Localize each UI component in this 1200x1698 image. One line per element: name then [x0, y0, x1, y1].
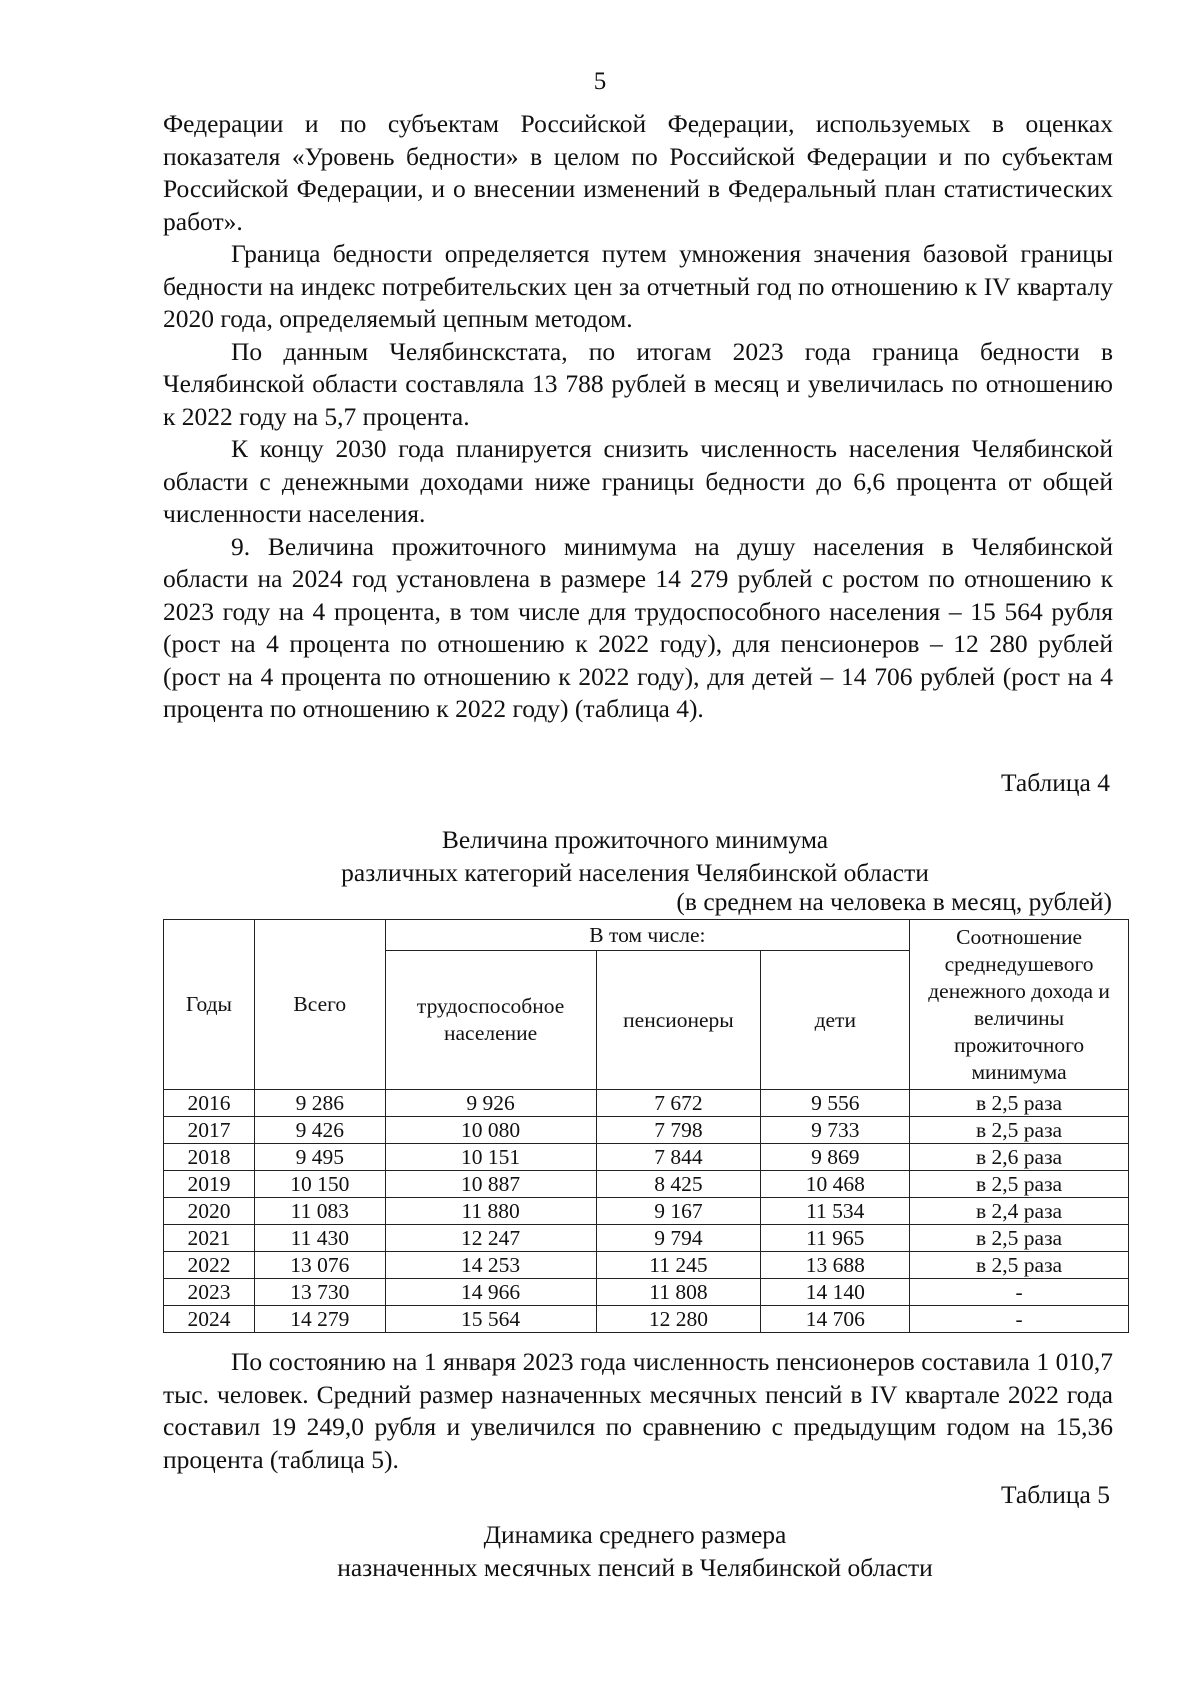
table-5-label: Таблица 5: [1000, 1480, 1110, 1509]
cell-pensioners: 12 280: [596, 1306, 761, 1333]
table-row: [164, 1252, 1129, 1279]
cell-pensioners: 11 245: [596, 1252, 761, 1279]
cell-children: 13 688: [761, 1252, 910, 1279]
header-including: В том числе:: [385, 920, 909, 951]
header-total: Всего: [254, 920, 385, 1090]
cell-total: 13 730: [254, 1279, 385, 1306]
cell-pensioners: 9 794: [596, 1225, 761, 1252]
cell-pensioners: 7 844: [596, 1144, 761, 1171]
cell-year: 2019: [164, 1171, 255, 1198]
cell-children: 10 468: [761, 1171, 910, 1198]
cell-ratio: -: [910, 1306, 1129, 1333]
cell-year: 2024: [164, 1306, 255, 1333]
table-row: [164, 1279, 1129, 1306]
cell-ratio: в 2,5 раза: [910, 1117, 1129, 1144]
table-row: [164, 1144, 1129, 1171]
table-5-title-line-2: назначенных месячных пенсий в Челябинской области: [337, 1553, 933, 1582]
cell-total: 9 495: [254, 1144, 385, 1171]
cell-total: 13 076: [254, 1252, 385, 1279]
cell-children: 11 534: [761, 1198, 910, 1225]
table-4-title-line-1: Величина прожиточного минимума: [441, 825, 829, 854]
header-years: Годы: [164, 920, 255, 1090]
cell-ratio: в 2,5 раза: [910, 1252, 1129, 1279]
cell-children: 9 556: [761, 1090, 910, 1117]
header-children: дети: [761, 951, 910, 1090]
cell-pensioners: 7 672: [596, 1090, 761, 1117]
cell-children: 11 965: [761, 1225, 910, 1252]
cell-total: 9 286: [254, 1090, 385, 1117]
header-working: трудоспособное население: [385, 951, 596, 1090]
cell-ratio: в 2,5 раза: [910, 1225, 1129, 1252]
cell-total: 14 279: [254, 1306, 385, 1333]
table-row: [164, 1171, 1129, 1198]
header-ratio: Соотношение среднедушевого денежного дохода и величины прожиточного минимума: [910, 920, 1129, 1090]
cell-total: 11 430: [254, 1225, 385, 1252]
cell-total: 10 150: [254, 1171, 385, 1198]
cell-year: 2018: [164, 1144, 255, 1171]
table-row: [164, 1090, 1129, 1117]
header-pensioners: пенсионеры: [596, 951, 761, 1090]
cell-ratio: в 2,6 раза: [910, 1144, 1129, 1171]
paragraph-2: Граница бедности определяется путем умножения значения базовой границы бедности на индекс потребительских цен за отчетный год по отношению к IV кварталу 2020 года, определяемый цепным методом.: [163, 239, 1113, 333]
cell-year: 2022: [164, 1252, 255, 1279]
cell-year: 2020: [164, 1198, 255, 1225]
table-5-title-line-1: Динамика среднего размера: [483, 1520, 787, 1549]
table-row: [164, 1306, 1129, 1333]
paragraph-6: По состоянию на 1 января 2023 года численность пенсионеров составила 1 010,7 тыс. человек. Средний размер назначенных месячных пенсий в IV квартале 2022 года составил 19 249,0 рубля и увеличился по сравнению с предыдущим годом на 15,36 процента (таблица 5).: [163, 1347, 1113, 1474]
cell-year: 2017: [164, 1117, 255, 1144]
cell-pensioners: 9 167: [596, 1198, 761, 1225]
cell-total: 11 083: [254, 1198, 385, 1225]
table-row: [164, 1117, 1129, 1144]
table-4-title-line-2: различных категорий населения Челябинской области: [341, 858, 929, 887]
page-number: 5: [593, 68, 607, 95]
table-4-label: Таблица 4: [1000, 768, 1110, 797]
cell-pensioners: 8 425: [596, 1171, 761, 1198]
cell-working: 10 887: [385, 1171, 596, 1198]
cell-pensioners: 7 798: [596, 1117, 761, 1144]
paragraph-1: Федерации и по субъектам Российской Федерации, используемых в оценках показателя «Уровень бедности» в целом по Российской Федерации и по субъектам Российской Федерации, и о внесении изменений в Федеральный план статистических работ».: [163, 109, 1113, 236]
paragraph-4: К концу 2030 года планируется снизить численность населения Челябинской области с денежными доходами ниже границы бедности до 6,6 процента от общей численности населения.: [163, 434, 1113, 528]
cell-pensioners: 11 808: [596, 1279, 761, 1306]
cell-year: 2021: [164, 1225, 255, 1252]
cell-children: 9 733: [761, 1117, 910, 1144]
body-text: [163, 108, 1113, 726]
cell-ratio: в 2,4 раза: [910, 1198, 1129, 1225]
cell-ratio: в 2,5 раза: [910, 1090, 1129, 1117]
cell-working: 9 926: [385, 1090, 596, 1117]
paragraph-5: 9. Величина прожиточного минимума на душу населения в Челябинской области на 2024 год установлена в размере 14 279 рублей с ростом по отношению к 2023 году на 4 процента, в том числе для трудоспособного населения – 15 564 рубля (рост на 4 процента по отношению к 2022 году), для пенсионеров – 12 280 рублей (рост на 4 процента по отношению к 2022 году), для детей – 14 706 рублей (рост на 4 процента по отношению к 2022 году) (таблица 4).: [163, 531, 1113, 723]
table-4-units: (в среднем на человека в месяц, рублей): [676, 887, 1112, 916]
cell-working: 15 564: [385, 1306, 596, 1333]
cell-ratio: -: [910, 1279, 1129, 1306]
cell-ratio: в 2,5 раза: [910, 1171, 1129, 1198]
cell-working: 14 253: [385, 1252, 596, 1279]
cell-year: 2023: [164, 1279, 255, 1306]
table-row: [164, 1225, 1129, 1252]
cell-total: 9 426: [254, 1117, 385, 1144]
cell-working: 10 080: [385, 1117, 596, 1144]
cell-children: 14 140: [761, 1279, 910, 1306]
cell-working: 14 966: [385, 1279, 596, 1306]
paragraph-after-table: [163, 1346, 1113, 1476]
cell-year: 2016: [164, 1090, 255, 1117]
paragraph-3: По данным Челябинскстата, по итогам 2023 года граница бедности в Челябинской области составляла 13 788 рублей в месяц и увеличилась по отношению к 2022 году на 5,7 процента.: [163, 336, 1113, 431]
cell-children: 9 869: [761, 1144, 910, 1171]
table-row: [164, 1198, 1129, 1225]
cell-children: 14 706: [761, 1306, 910, 1333]
cell-working: 11 880: [385, 1198, 596, 1225]
table-4: [163, 919, 1129, 1333]
cell-working: 12 247: [385, 1225, 596, 1252]
cell-working: 10 151: [385, 1144, 596, 1171]
